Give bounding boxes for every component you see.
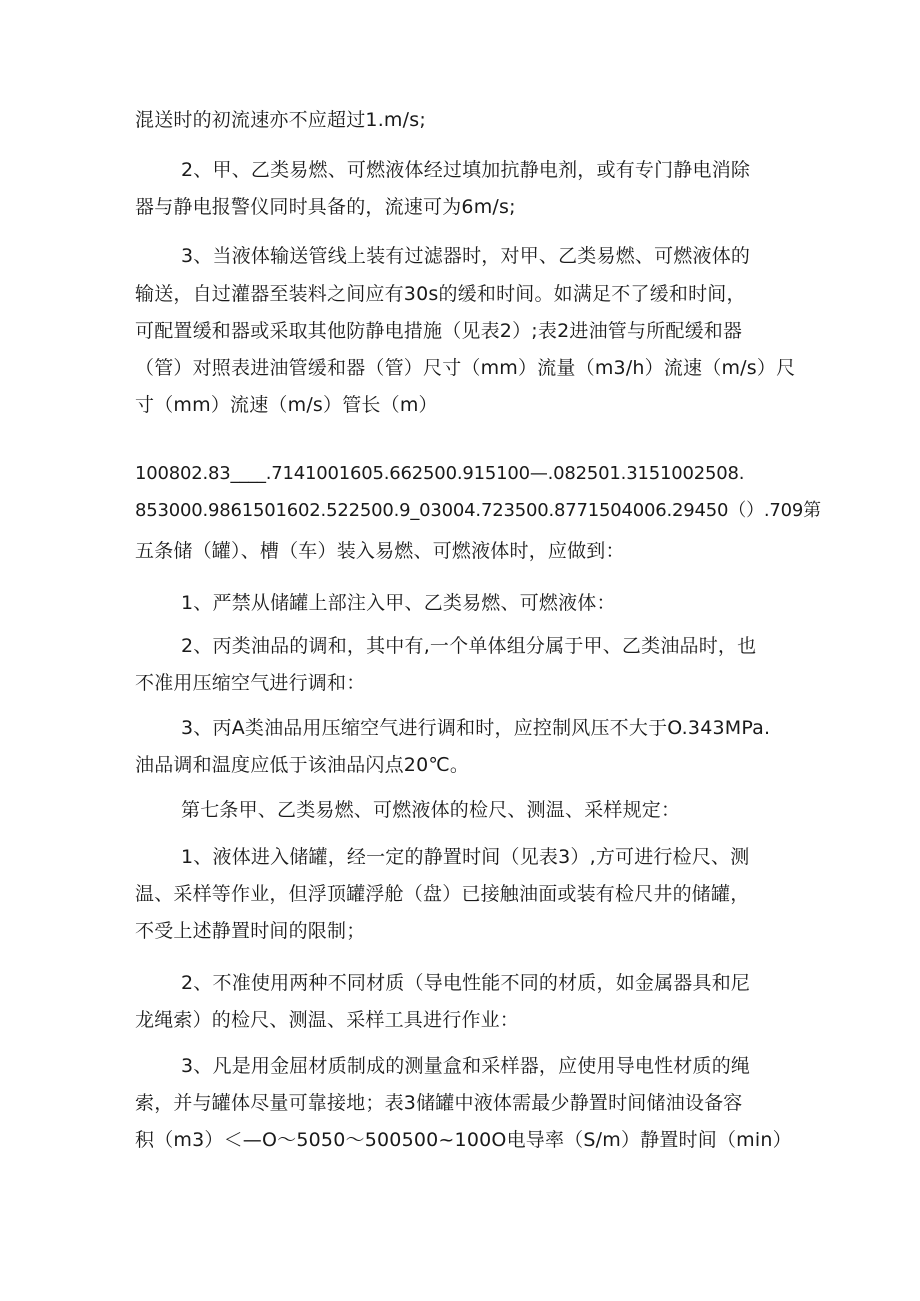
text-line: 五条储（罐）、槽（车）装入易燃、可燃液体时，应做到： xyxy=(135,540,625,562)
text-line: 3、丙A类油品用压缩空气进行调和时，应控制风压不大于O.343MPa. xyxy=(181,717,771,739)
text-line: 寸（mm）流速（m∕s）管长（m） xyxy=(135,394,438,416)
text-line: 输送，自过灌器至装料之间应有30s的缓和时间。如满足不了缓和时间， xyxy=(135,283,746,305)
text-line: （管）对照表进油管缓和器（管）尺寸（mm）流量（m3∕h）流速（m∕s）尺 xyxy=(135,357,796,379)
text-line: 100802.83____.7141001605.662500.915100—.082501.3151002508. xyxy=(135,463,745,484)
text-line: 索，并与罐体尽量可靠接地；表3储罐中液体需最少静置时间储油设备容 xyxy=(135,1092,743,1114)
text-line: 2、丙类油品的调和，其中有,一个单体组分属于甲、乙类油品时，也 xyxy=(181,635,757,657)
text-line: 1、液体进入储罐，经一定的静置时间（见表3）,方可进行检尺、测 xyxy=(181,846,750,868)
text-line: 853000.9861501602.522500.9_03004.723500.8771504006.29450（）.709第 xyxy=(135,500,821,521)
text-line: 1、严禁从储罐上部注入甲、乙类易燃、可燃液体： xyxy=(181,592,616,614)
text-line: 3、凡是用金屈材质制成的测量盒和采样器，应使用导电性材质的绳 xyxy=(181,1055,751,1077)
text-line: 2、不准使用两种不同材质（导电性能不同的材质，如金属器具和尼 xyxy=(181,972,751,994)
text-line: 3、当液体输送管线上装有过滤器时，对甲、乙类易燃、可燃液体的 xyxy=(181,245,751,267)
text-line: 不受上述静置时间的限制； xyxy=(135,920,366,942)
text-line: 混送时的初流速亦不应超过1.m∕s; xyxy=(135,109,426,131)
text-line: 2、甲、乙类易燃、可燃液体经过填加抗静电剂，或有专门静电消除 xyxy=(181,159,751,181)
text-line: 可配置缓和器或采取其他防静电措施（见表2）;表2进油管与所配缓和器 xyxy=(135,320,743,342)
text-line: 第七条甲、乙类易燃、可燃液体的检尺、测温、采样规定： xyxy=(181,799,681,821)
text-line: 不准用压缩空气进行调和： xyxy=(135,672,366,694)
text-line: 温、采样等作业，但浮顶罐浮舱（盘）已接触油面或装有检尺井的储罐， xyxy=(135,883,750,905)
text-line: 油品调和温度应低于该油品闪点20℃。 xyxy=(135,754,470,776)
text-line: 龙绳索）的检尺、测温、采样工具进行作业： xyxy=(135,1009,520,1031)
text-line: 器与静电报警仪同时具备的，流速可为6m∕s; xyxy=(135,196,516,218)
text-line: 积（m3）＜—O～5050～500500~100O电导率（S∕m）静置时间（min） xyxy=(135,1129,792,1151)
